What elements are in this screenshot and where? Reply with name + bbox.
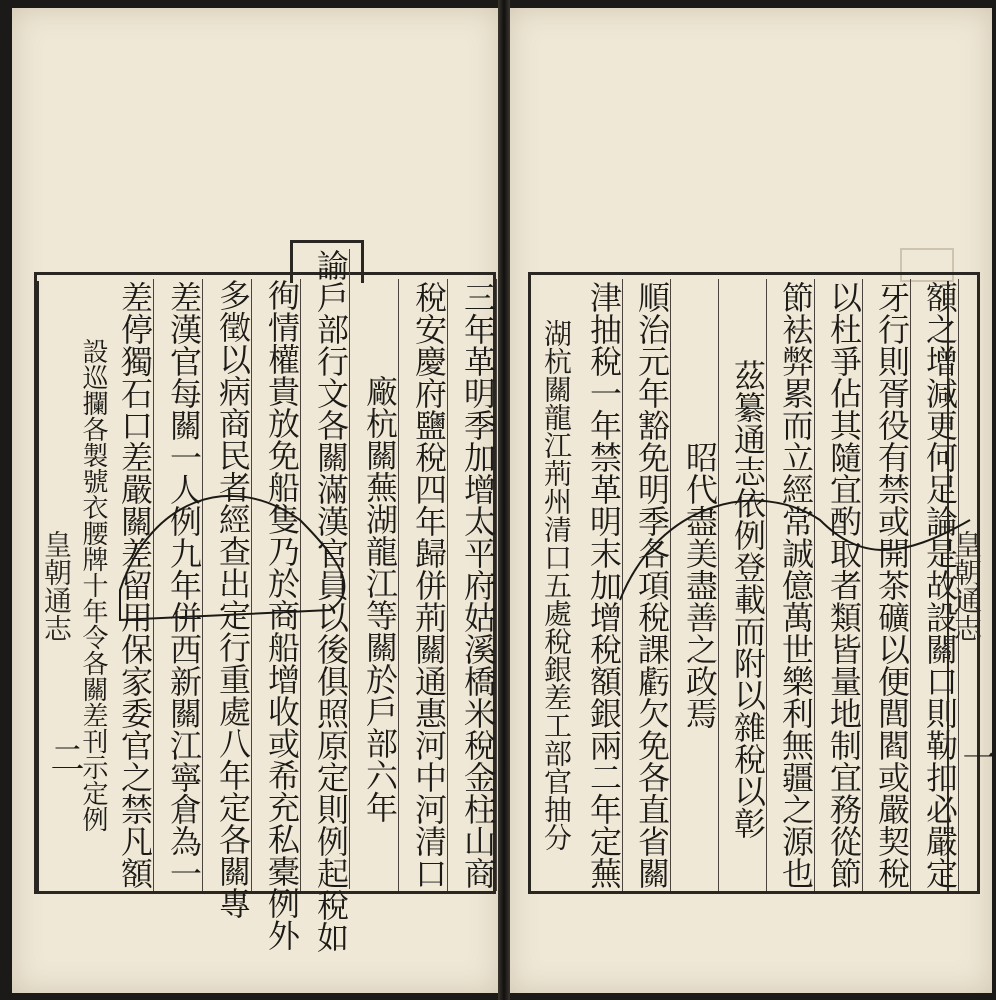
left-column-5: 徇情權貴放免船隻乃於商船增收或希充私橐例外 — [253, 279, 301, 891]
left-column-8: 差停獨石口差嚴關差留用保家委官之禁凡額 — [106, 279, 154, 891]
right-column-5: 茲纂通志依例登載而附以雜稅以彰 — [719, 279, 767, 891]
right-column-2: 牙行則胥役有禁或開茶礦以便閭閻或嚴契稅 — [863, 279, 911, 891]
left-column-7: 差漢官每關一人例九年併西新關江寧倉為一 — [155, 279, 203, 891]
book-gutter — [498, 0, 510, 1000]
left-column-1: 三年革明季加增太平府姑溪橋米稅金柱山商 — [449, 279, 497, 891]
left-column-6: 多徵以病商民者經查出定行重處八年定各關專 — [204, 279, 252, 891]
right-column-7: 順治元年豁免明季各項稅課虧欠免各直省關 — [623, 279, 671, 891]
right-column-8: 津抽稅一年禁革明末加增稅額銀兩二年定蕪 — [575, 279, 623, 891]
left-header-text: 皇朝通志 — [40, 530, 73, 642]
left-page-number: 二 — [44, 740, 84, 774]
left-column-3: 廠杭關蕪湖龍江等關於戶部六年 — [351, 279, 399, 891]
left-text-frame — [34, 249, 497, 953]
left-column-4: 諭戶部行文各關滿漢官員以後俱照原定則例起稅如 — [302, 249, 350, 889]
right-page-number: 一 — [956, 740, 996, 774]
right-column-1: 額之增減更何足論是故設關口則勒扣必嚴定 — [911, 279, 959, 891]
left-column-2: 稅安慶府鹽稅四年歸併荊關通惠河中河清口 — [400, 279, 448, 891]
left-header-column — [37, 281, 73, 891]
right-column-3: 以杜爭佔其隨宜酌取者類皆量地制宜務從節 — [815, 279, 863, 891]
right-text-frame — [528, 272, 983, 894]
right-header-text: 皇朝通志 — [950, 530, 983, 642]
left-column-9: 設巡攔各製號衣腰牌十年令各關差刊示定例 — [78, 338, 108, 832]
right-column-4: 節袪弊累而立經常誠億萬世樂利無疆之源也 — [767, 279, 815, 891]
right-column-6: 昭代盡美盡善之政焉 — [671, 279, 719, 891]
right-header-column — [947, 281, 983, 891]
right-column-9: 湖杭關龍江荊州清口五處稅銀差工部官抽分 — [540, 319, 573, 851]
